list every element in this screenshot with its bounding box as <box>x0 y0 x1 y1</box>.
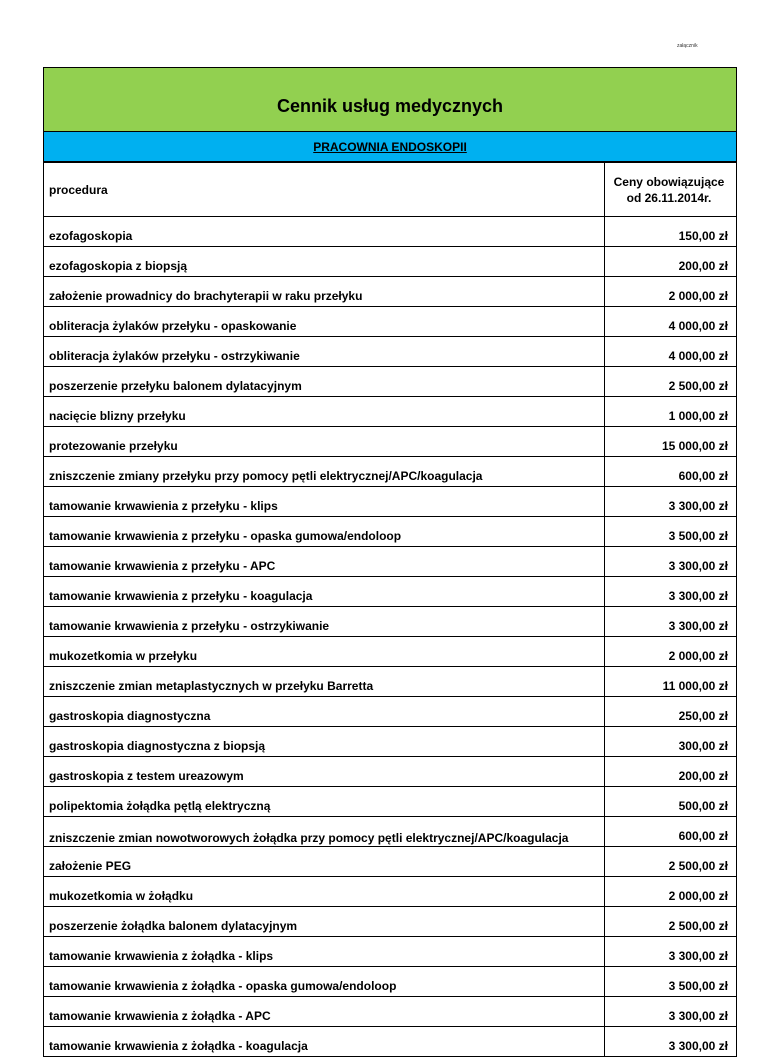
procedure-name: tamowanie krwawienia z żołądka - klips <box>44 937 605 967</box>
procedure-price: 2 000,00 zł <box>605 277 737 307</box>
procedure-price: 2 500,00 zł <box>605 847 737 877</box>
procedure-price: 200,00 zł <box>605 757 737 787</box>
procedure-name: obliteracja żylaków przełyku - opaskowanie <box>44 307 605 337</box>
procedure-name: tamowanie krwawienia z żołądka - opaska gumowa/endoloop <box>44 967 605 997</box>
table-row <box>44 607 737 637</box>
procedure-name: tamowanie krwawienia z przełyku - koagulacja <box>44 577 605 607</box>
procedure-price: 3 300,00 zł <box>605 547 737 577</box>
procedure-name: mukozetkomia w żołądku <box>44 877 605 907</box>
table-row <box>44 247 737 277</box>
table-row <box>44 547 737 577</box>
procedure-price: 3 300,00 zł <box>605 937 737 967</box>
procedure-price: 1 000,00 zł <box>605 397 737 427</box>
procedure-name: zniszczenie zmian nowotworowych żołądka przy pomocy pętli elektrycznej/APC/koagulacja <box>44 817 605 847</box>
procedure-price: 2 500,00 zł <box>605 907 737 937</box>
procedure-price: 600,00 zł <box>605 457 737 487</box>
procedure-name: założenie prowadnicy do brachyterapii w raku przełyku <box>44 277 605 307</box>
table-row <box>44 337 737 367</box>
table-row <box>44 667 737 697</box>
procedure-price: 2 000,00 zł <box>605 637 737 667</box>
procedure-name: zniszczenie zmian metaplastycznych w przełyku Barretta <box>44 667 605 697</box>
procedure-name: gastroskopia diagnostyczna <box>44 697 605 727</box>
table-row <box>44 637 737 667</box>
table-row <box>44 757 737 787</box>
table-row <box>44 277 737 307</box>
procedure-price: 3 500,00 zł <box>605 517 737 547</box>
table-row <box>44 847 737 877</box>
procedure-name: tamowanie krwawienia z przełyku - ostrzykiwanie <box>44 607 605 637</box>
procedure-name: tamowanie krwawienia z żołądka - koagulacja <box>44 1027 605 1057</box>
procedure-price: 300,00 zł <box>605 727 737 757</box>
procedure-name: poszerzenie żołądka balonem dylatacyjnym <box>44 907 605 937</box>
procedure-column-header: procedura <box>44 163 605 217</box>
price-column-header <box>605 163 737 217</box>
table-row <box>44 307 737 337</box>
procedure-name: poszerzenie przełyku balonem dylatacyjnym <box>44 367 605 397</box>
procedure-name: protezowanie przełyku <box>44 427 605 457</box>
table-row <box>44 217 737 247</box>
table-row <box>44 457 737 487</box>
procedure-price: 11 000,00 zł <box>605 667 737 697</box>
procedure-price: 3 300,00 zł <box>605 577 737 607</box>
procedure-name: ezofagoskopia z biopsją <box>44 247 605 277</box>
procedure-name: mukozetkomia w przełyku <box>44 637 605 667</box>
procedure-name: zniszczenie zmiany przełyku przy pomocy pętli elektrycznej/APC/koagulacja <box>44 457 605 487</box>
procedure-price: 3 300,00 zł <box>605 997 737 1027</box>
procedure-price: 600,00 zł <box>605 817 737 847</box>
table-row <box>44 997 737 1027</box>
procedure-name: tamowanie krwawienia z przełyku - klips <box>44 487 605 517</box>
procedure-name: gastroskopia z testem ureazowym <box>44 757 605 787</box>
procedure-price: 3 300,00 zł <box>605 487 737 517</box>
price-header-line2: od 26.11.2014r. <box>626 190 712 205</box>
procedure-name: założenie PEG <box>44 847 605 877</box>
procedure-name: polipektomia żołądka pętlą elektryczną <box>44 787 605 817</box>
procedure-name: gastroskopia diagnostyczna z biopsją <box>44 727 605 757</box>
procedure-price: 3 300,00 zł <box>605 607 737 637</box>
procedure-price: 4 000,00 zł <box>605 337 737 367</box>
table-row <box>44 397 737 427</box>
procedure-price: 250,00 zł <box>605 697 737 727</box>
procedure-name: tamowanie krwawienia z żołądka - APC <box>44 997 605 1027</box>
procedure-name: tamowanie krwawienia z przełyku - opaska gumowa/endoloop <box>44 517 605 547</box>
procedure-name: nacięcie blizny przełyku <box>44 397 605 427</box>
procedure-price: 4 000,00 zł <box>605 307 737 337</box>
table-row <box>44 877 737 907</box>
table-row <box>44 727 737 757</box>
procedure-price: 2 000,00 zł <box>605 877 737 907</box>
table-row <box>44 967 737 997</box>
price-list-sheet <box>43 67 737 1057</box>
table-row <box>44 577 737 607</box>
table-row <box>44 937 737 967</box>
attachment-note: załącznik <box>677 43 698 49</box>
price-table <box>43 162 737 1057</box>
table-header-row <box>44 163 737 217</box>
table-row <box>44 367 737 397</box>
section-heading: PRACOWNIA ENDOSKOPII <box>43 132 737 162</box>
procedure-price: 2 500,00 zł <box>605 367 737 397</box>
table-row <box>44 787 737 817</box>
procedure-price: 200,00 zł <box>605 247 737 277</box>
page-title: Cennik usług medycznych <box>43 67 737 132</box>
procedure-price: 15 000,00 zł <box>605 427 737 457</box>
procedure-price: 3 300,00 zł <box>605 1027 737 1057</box>
table-row <box>44 817 737 847</box>
table-row <box>44 1027 737 1057</box>
price-header-line1: Ceny obowiązujące <box>613 174 725 189</box>
procedure-price: 150,00 zł <box>605 217 737 247</box>
table-row <box>44 697 737 727</box>
procedure-name: obliteracja żylaków przełyku - ostrzykiwanie <box>44 337 605 367</box>
procedure-price: 500,00 zł <box>605 787 737 817</box>
procedure-name: tamowanie krwawienia z przełyku - APC <box>44 547 605 577</box>
table-row <box>44 487 737 517</box>
table-row <box>44 517 737 547</box>
procedure-price: 3 500,00 zł <box>605 967 737 997</box>
procedure-name: ezofagoskopia <box>44 217 605 247</box>
table-row <box>44 427 737 457</box>
table-row <box>44 907 737 937</box>
